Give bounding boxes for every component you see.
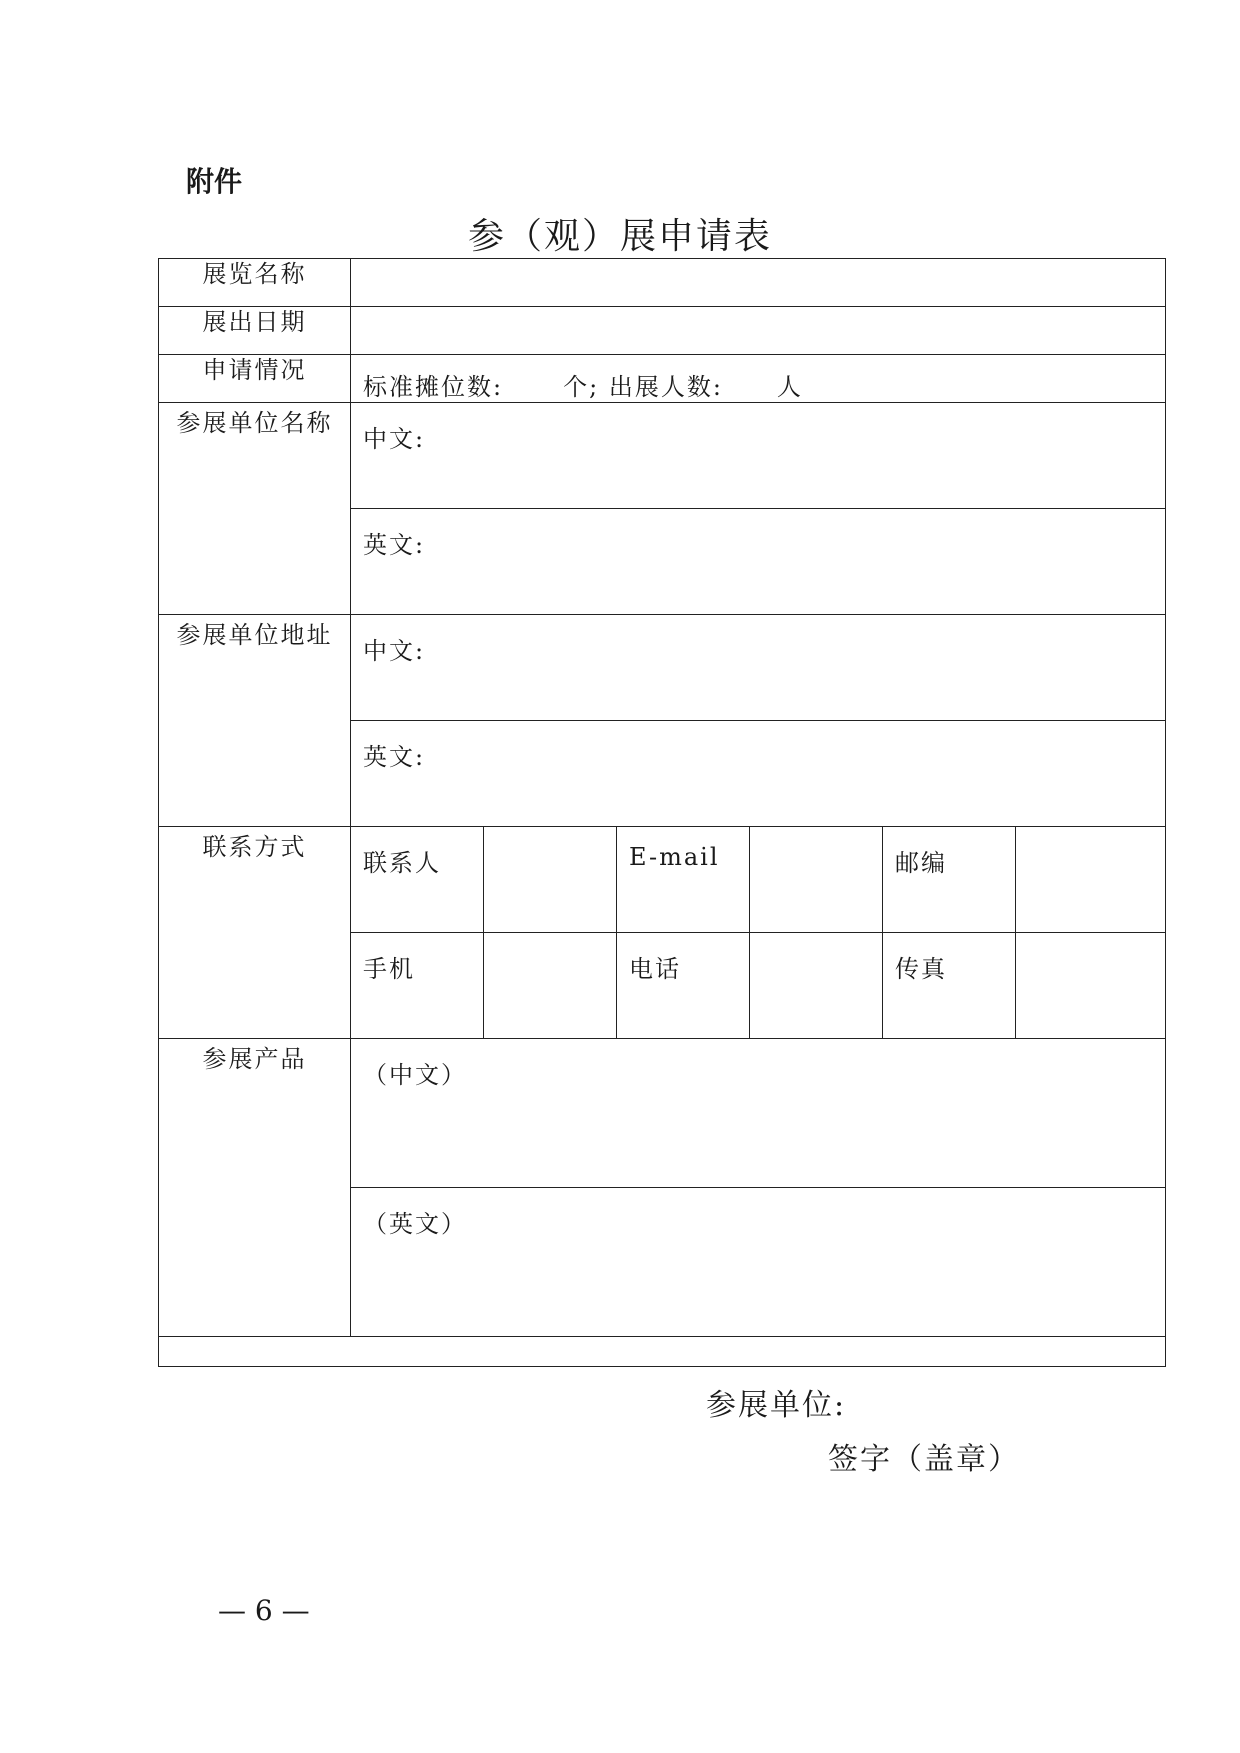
row-application bbox=[159, 355, 1166, 403]
postcode-field[interactable] bbox=[1016, 827, 1166, 933]
fax-field[interactable] bbox=[1016, 933, 1166, 1039]
booth-unit: 个; bbox=[563, 373, 600, 401]
application-field[interactable] bbox=[351, 355, 1166, 403]
exhibition-date-label: 展出日期 bbox=[159, 307, 351, 355]
signature-unit-label: 参展单位: bbox=[706, 1388, 847, 1423]
company-address-label: 参展单位地址 bbox=[159, 615, 351, 827]
form-title: 参（观）展申请表 bbox=[467, 216, 772, 257]
contact-person-field[interactable] bbox=[484, 827, 617, 933]
row-exhibition-name bbox=[159, 259, 1166, 307]
row-exhibition-date bbox=[159, 307, 1166, 355]
company-name-en-label: 英文: bbox=[363, 531, 426, 559]
products-en-label: （英文） bbox=[363, 1210, 467, 1238]
exhibition-date-field[interactable] bbox=[351, 307, 1166, 355]
row-company-address-cn bbox=[159, 615, 1166, 721]
attachment-label: 附件 bbox=[186, 165, 243, 198]
signature-seal-label: 签字（盖章） bbox=[828, 1442, 1020, 1477]
email-field[interactable] bbox=[750, 827, 883, 933]
row-company-name-cn bbox=[159, 403, 1166, 509]
row-products-cn bbox=[159, 1039, 1166, 1188]
company-name-cn-label: 中文: bbox=[363, 425, 426, 453]
products-cn-field[interactable] bbox=[351, 1039, 1166, 1188]
people-unit: 人 bbox=[776, 373, 803, 401]
application-label: 申请情况 bbox=[159, 355, 351, 403]
row-contact-1 bbox=[159, 827, 1166, 933]
company-name-cn-field[interactable] bbox=[351, 403, 1166, 509]
fax-label: 传真 bbox=[883, 933, 1016, 1039]
company-name-label: 参展单位名称 bbox=[159, 403, 351, 615]
people-count-label: 出展人数: bbox=[608, 373, 723, 401]
products-label: 参展产品 bbox=[159, 1039, 351, 1337]
company-name-en-field[interactable] bbox=[351, 509, 1166, 615]
footer-blank-cell[interactable] bbox=[159, 1337, 1166, 1367]
contact-person-label: 联系人 bbox=[351, 827, 484, 933]
company-address-en-label: 英文: bbox=[363, 743, 426, 771]
contact-label: 联系方式 bbox=[159, 827, 351, 1039]
exhibition-name-label: 展览名称 bbox=[159, 259, 351, 307]
company-address-en-field[interactable] bbox=[351, 721, 1166, 827]
phone-field[interactable] bbox=[750, 933, 883, 1039]
page-number: — 6 — bbox=[218, 1594, 310, 1627]
company-address-cn-field[interactable] bbox=[351, 615, 1166, 721]
booth-count-label: 标准摊位数: bbox=[363, 373, 504, 401]
mobile-field[interactable] bbox=[484, 933, 617, 1039]
postcode-label: 邮编 bbox=[883, 827, 1016, 933]
application-form-table bbox=[158, 258, 1166, 1367]
products-en-field[interactable] bbox=[351, 1188, 1166, 1337]
phone-label: 电话 bbox=[617, 933, 750, 1039]
email-label: E-mail bbox=[617, 827, 750, 933]
row-footer-blank bbox=[159, 1337, 1166, 1367]
exhibition-name-field[interactable] bbox=[351, 259, 1166, 307]
products-cn-label: （中文） bbox=[363, 1061, 467, 1089]
mobile-label: 手机 bbox=[351, 933, 484, 1039]
company-address-cn-label: 中文: bbox=[363, 637, 426, 665]
